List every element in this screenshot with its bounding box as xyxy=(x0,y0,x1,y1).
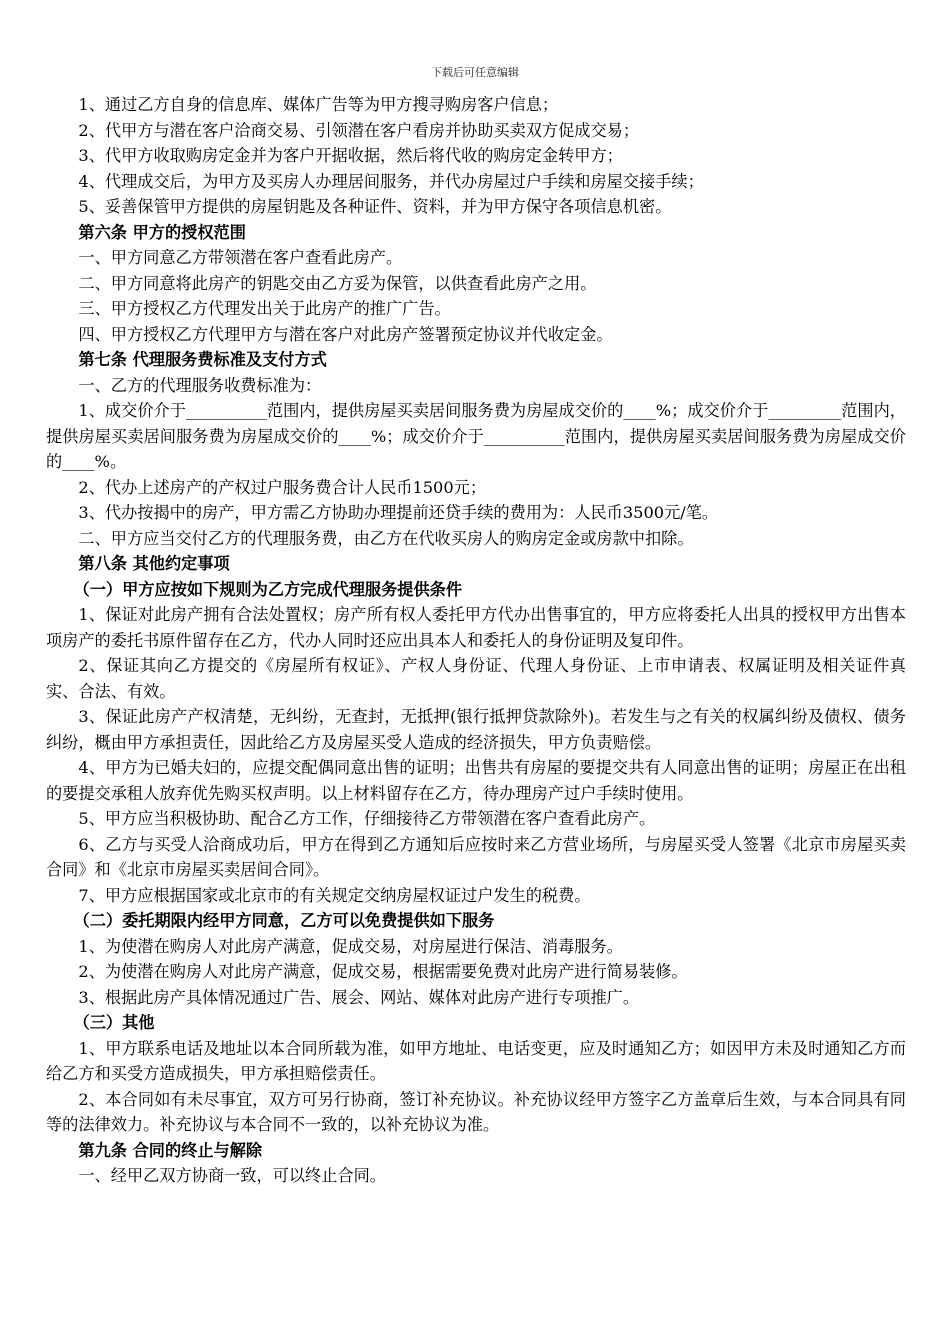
paragraph: 3、代甲方收取购房定金并为客户开据收据，然后将代收的购房定金转甲方； xyxy=(78,146,623,165)
article-heading: 第八条 其他约定事项 xyxy=(78,554,230,573)
paragraph: 二、甲方应当交付乙方的代理服务费，由乙方在代收买房人的购房定金或房款中扣除。 xyxy=(78,528,694,548)
article-heading: 第七条 代理服务费标准及支付方式 xyxy=(78,350,327,369)
paragraph: 4、甲方为已婚夫妇的，应提交配偶同意出售的证明；出售共有房屋的要提交共有人同意出售的证明；房屋正在出租的要提交承租人放弃优先购买权声明。以上材料留存在乙方，待办理房产过户手续时使用。 xyxy=(46,758,906,803)
article-heading: 第六条 甲方的授权范围 xyxy=(78,222,246,242)
section-heading: （二）委托期限内经甲方同意，乙方可以免费提供如下服务 xyxy=(73,911,495,930)
paragraph: 2、本合同如有未尽事宜，双方可另行协商，签订补充协议。补充协议经甲方签字乙方盖章后生效，与本合同具有同等的法律效力。补充协议与本合同不一致的，以补充协议为准。 xyxy=(46,1089,906,1134)
paragraph: 6、乙方与买受人洽商成功后，甲方在得到乙方通知后应按时来乙方营业场所，与房屋买受人签署《北京市房屋买卖合同》和《北京市房屋买卖居间合同》。 xyxy=(46,834,906,879)
paragraph: 3、根据此房产具体情况通过广告、展会、网站、媒体对此房产进行专项推广。 xyxy=(78,987,640,1007)
paragraph: 1、保证对此房产拥有合法处置权；房产所有权人委托甲方代办出售事宜的，甲方应将委托人出具的授权甲方出售本项房产的委托书原件留存在乙方，代办人同时还应出具本人和委托人的身份证明及复印件。 xyxy=(46,605,906,650)
section-heading: （一）甲方应按如下规则为乙方完成代理服务提供条件 xyxy=(73,579,463,599)
paragraph: 1、成交价介于__________范围内，提供房屋买卖居间服务费为房屋成交价的____%；成交价介于_________范围内，提供房屋买卖居间服务费为房屋成交价的____%；成交价介于__________范围内，提供房屋买卖居间服务费为房屋成交价的____%。 xyxy=(46,401,906,471)
paragraph: 四、甲方授权乙方代理甲方与潜在客户对此房产签署预定协议并代收定金。 xyxy=(78,324,613,344)
paragraph: 一、乙方的代理服务收费标准为： xyxy=(78,375,322,395)
paragraph: 5、甲方应当积极协助、配合乙方工作，仔细接待乙方带领潜在客户查看此房产。 xyxy=(78,809,656,828)
paragraph: 5、妥善保管甲方提供的房屋钥匙及各种证件、资料，并为甲方保守各项信息机密。 xyxy=(78,197,672,216)
paragraph: 2、代办上述房产的产权过户服务费合计人民币1500元； xyxy=(78,477,487,497)
page-header: 下载后可任意编辑 xyxy=(431,66,519,79)
paragraph: 一、甲方同意乙方带领潜在客户查看此房产。 xyxy=(78,248,403,267)
paragraph: 1、为使潜在购房人对此房产满意，促成交易，对房屋进行保洁、消毒服务。 xyxy=(78,936,623,956)
paragraph: 1、通过乙方自身的信息库、媒体广告等为甲方搜寻购房客户信息； xyxy=(78,95,559,114)
paragraph: 1、甲方联系电话及地址以本合同所载为准，如甲方地址、电话变更，应及时通知乙方；如因甲方未及时通知乙方而给乙方和买受方造成损失，甲方承担赔偿责任。 xyxy=(46,1038,906,1083)
paragraph: 3、保证此房产产权清楚，无纠纷，无查封，无抵押(银行抵押贷款除外)。若发生与之有关的权属纠纷及债权、债务纠纷，概由甲方承担责任，因此给乙方及房屋买受人造成的经济损失，甲方负责赔偿。 xyxy=(46,707,906,752)
paragraph: 2、为使潜在购房人对此房产满意，促成交易，根据需要免费对此房产进行简易装修。 xyxy=(78,962,688,981)
paragraph: 7、甲方应根据国家或北京市的有关规定交纳房屋权证过户发生的税费。 xyxy=(78,885,591,905)
paragraph: 2、保证其向乙方提交的《房屋所有权证》、产权人身份证、代理人身份证、上市申请表、权属证明及相关证件真实、合法、有效。 xyxy=(46,656,906,701)
document-body xyxy=(46,92,906,1189)
paragraph: 三、甲方授权乙方代理发出关于此房产的推广广告。 xyxy=(78,299,451,318)
article-heading: 第九条 合同的终止与解除 xyxy=(78,1140,263,1160)
paragraph: 一、经甲乙双方协商一致，可以终止合同。 xyxy=(78,1166,386,1185)
paragraph: 3、代办按揭中的房产，甲方需乙方协助办理提前还贷手续的费用为：人民币3500元/笔。 xyxy=(78,503,719,522)
paragraph: 4、代理成交后，为甲方及买房人办理居间服务，并代办房屋过户手续和房屋交接手续； xyxy=(78,171,704,191)
paragraph: 2、代甲方与潜在客户洽商交易、引领潜在客户看房并协助买卖双方促成交易； xyxy=(78,120,640,140)
paragraph: 二、甲方同意将此房产的钥匙交由乙方妥为保管，以供查看此房产之用。 xyxy=(78,273,597,293)
section-heading: （三）其他 xyxy=(73,1013,155,1032)
